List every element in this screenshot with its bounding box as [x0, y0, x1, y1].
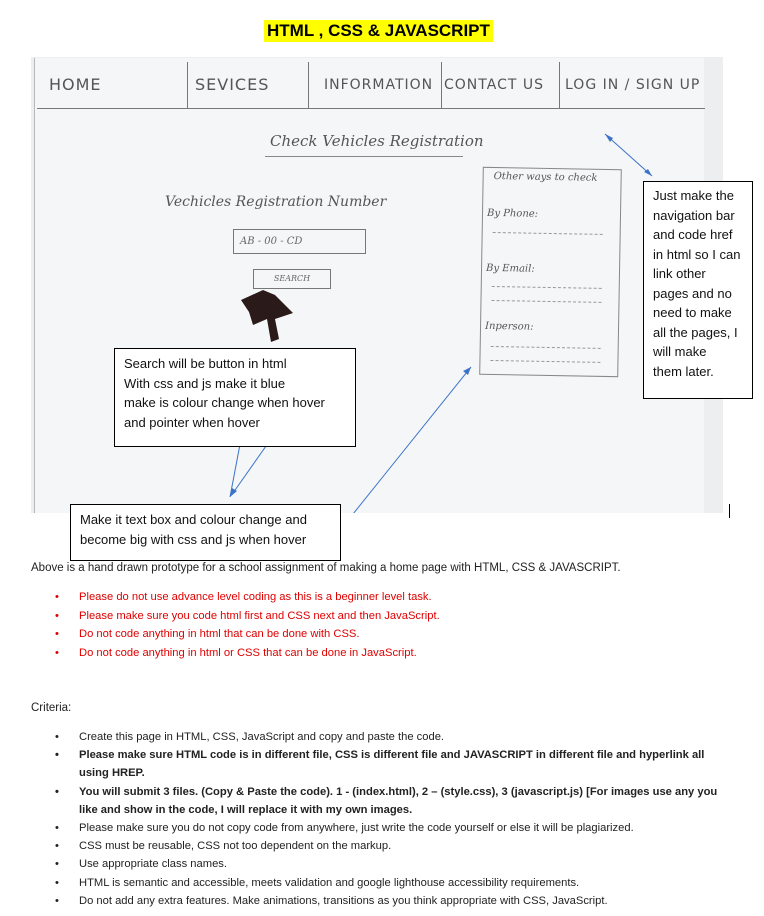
sketch-in-person: Inperson: [484, 320, 534, 333]
search-callout [114, 348, 356, 447]
criteria-item: • HTML is semantic and accessible, meets validation and google lighthouse accessibility requirements. [55, 874, 735, 892]
text-cursor [729, 504, 730, 518]
criteria-item: • Use appropriate class names. [55, 855, 735, 873]
callout-line: and pointer when hover [124, 414, 260, 430]
sketch-reg-label: Vechicles Registration Number [165, 194, 387, 210]
warning-item: • Do not code anything in html or CSS that can be done in JavaScript. [55, 644, 440, 663]
sketch-nav-services: SEVICES [189, 62, 309, 108]
callout-line: them later. [653, 363, 714, 379]
warning-item: • Please make sure you code html first and CSS next and then JavaScript. [55, 607, 440, 626]
callout-line: Just make the [653, 188, 734, 203]
sketch-by-phone: By Phone: [486, 207, 539, 220]
warning-item: • Do not code anything in html that can be done with CSS. [55, 625, 440, 644]
callout-line: need to make [653, 305, 732, 320]
sketch-nav-information: INFORMATION [320, 62, 442, 108]
callout-line: Search will be button in html [124, 356, 287, 371]
document-title: HTML , CSS & JAVASCRIPT [264, 20, 493, 42]
criteria-item: • Do not add any extra features. Make animations, transitions as you think appropriate with CSS, JavaScript. [55, 892, 735, 910]
sketch-search-button: SEARCH [253, 269, 331, 289]
sketch-nav-login: LOG IN / SIGN UP [565, 77, 701, 93]
intro-text: Above is a hand drawn prototype for a school assignment of making a home page with HTML, CSS & JAVASCRIPT. [31, 562, 621, 574]
criteria-item: • Create this page in HTML, CSS, JavaScript and copy and paste the code. [55, 728, 735, 746]
callout-line: With css and js make it blue [124, 375, 286, 391]
criteria-list [55, 728, 735, 910]
callout-line: become big with css and js when hover [80, 531, 307, 547]
callout-line: will make [653, 344, 707, 359]
criteria-heading: Criteria: [31, 702, 72, 714]
callout-line: in html so I can [653, 246, 741, 262]
callout-line: make is colour change when hover [124, 395, 325, 410]
textbox-callout [70, 504, 341, 561]
sketch-page-title: Check Vehicles Registration [270, 132, 484, 150]
callout-line: link other [653, 266, 706, 281]
callout-line: pages and no [653, 285, 732, 301]
callout-line: and code href [653, 227, 733, 242]
textbox-callout-arrow-icon [349, 367, 471, 513]
search-callout-arrow-icon [230, 439, 241, 497]
sketch-reg-input: AB - 00 - CD [233, 229, 366, 254]
callout-line: all the pages, I [653, 324, 738, 340]
callout-line: Make it text box and colour change and [80, 512, 307, 527]
sketch-other-ways-title: Other ways to check [493, 170, 598, 184]
arrowhead-icon [463, 367, 471, 375]
nav-callout-arrow-icon [605, 134, 652, 176]
search-callout-arrow-icon [233, 439, 271, 493]
nav-callout [643, 181, 753, 399]
warning-item: • Please do not use advance level coding as this is a beginner level task. [55, 588, 440, 607]
criteria-item: • Please make sure you do not copy code from anywhere, just write the code yourself or else it will be plagiarized. [55, 819, 735, 837]
criteria-item: • You will submit 3 files. (Copy & Paste the code). 1 - (index.html), 2 – (style.css), 3 (javascript.js) [For images use any you like and show in the code, I will replace it with my own images. [55, 783, 735, 819]
criteria-item: • CSS must be reusable, CSS not too dependent on the markup. [55, 837, 735, 855]
criteria-item: • Please make sure HTML code is in different file, CSS is different file and JAVASCRIPT in different file and hyperlink all using HREP. [55, 746, 735, 782]
sketch-nav-contact: CONTACT US [442, 62, 560, 108]
sketch-by-email: By Email: [485, 262, 535, 275]
sketch-nav-home: HOME [49, 62, 188, 108]
callout-line: navigation bar [653, 207, 735, 223]
arrowhead-icon [605, 134, 613, 142]
arrow-cutout-icon [241, 290, 293, 342]
warning-list [55, 588, 440, 662]
